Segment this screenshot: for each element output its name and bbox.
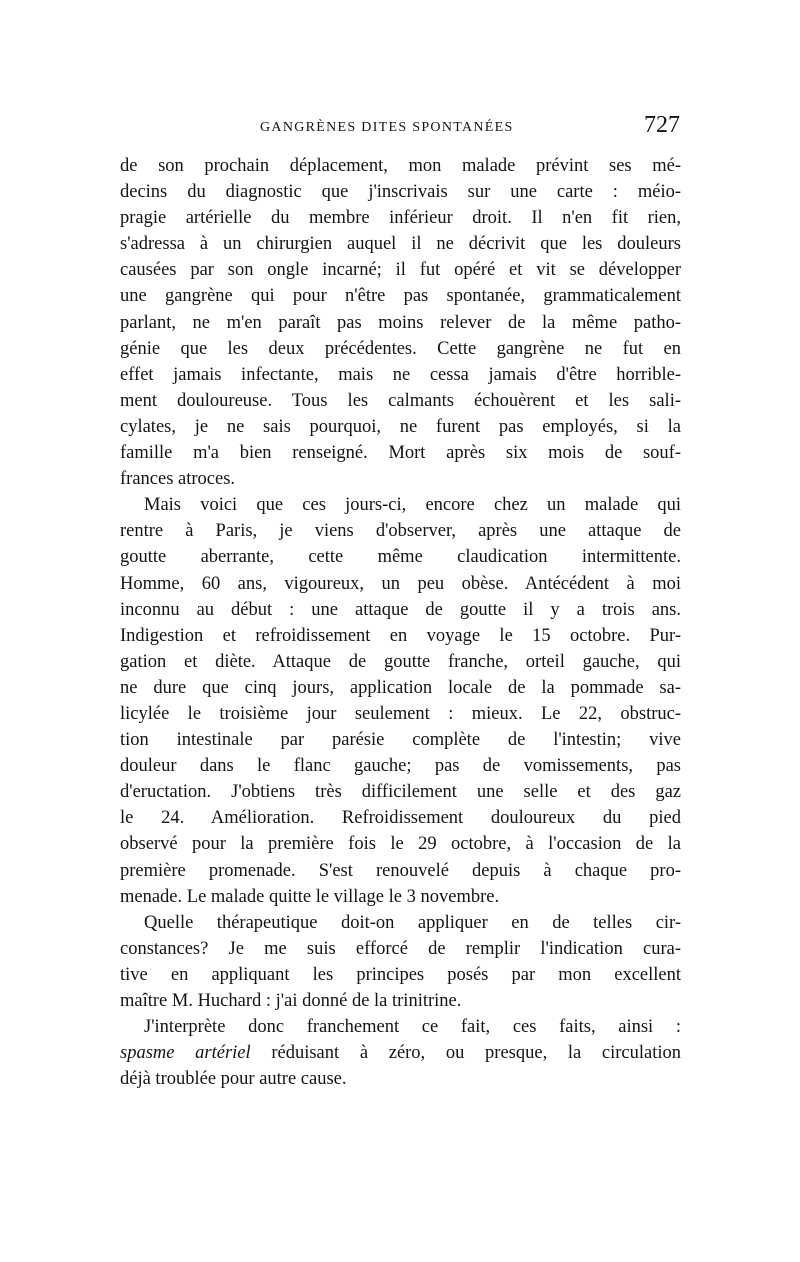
text-line: menade. Le malade quitte le village le 3 novembre. [120, 886, 500, 907]
text-line: maître M. Huchard : j'ai donné de la trinitrine. [120, 991, 462, 1011]
text-line: pragie artérielle du membre inférieur droit. Il n'en fit rien, [120, 208, 681, 229]
text-line: effet jamais infectante, mais ne cessa jamais d'être horrible- [120, 364, 681, 385]
text-line: tive en appliquant les principes posés par mon excellent [120, 964, 681, 985]
italic-term: spasme artériel [120, 1043, 251, 1064]
text-line: s'adressa à un chirurgien auquel il ne décrivit que les douleurs [120, 234, 681, 255]
text-line: ment douloureuse. Tous les calmants échouèrent et les sali- [120, 390, 681, 411]
text-line: le 24. Amélioration. Refroidissement douloureux du pied [120, 808, 681, 829]
text-line: cylates, je ne sais pourquoi, ne furent pas employés, si la [120, 416, 681, 437]
paragraph-4 [120, 1014, 681, 1092]
text-line: ne dure que cinq jours, application locale de la pommade sa- [120, 677, 681, 698]
running-title: GANGRÈNES DITES SPONTANÉES [260, 120, 514, 135]
text-span: réduisant à zéro, ou presque, la circulation [271, 1043, 682, 1064]
text-line: Mais voici que ces jours-ci, encore chez un malade qui [144, 495, 681, 516]
text-line [120, 1040, 681, 1066]
paragraph-1 [120, 153, 681, 492]
text-line: frances atroces. [120, 469, 236, 490]
text-line: gation et diète. Attaque de goutte franche, orteil gauche, qui [120, 651, 681, 672]
text-line: tion intestinale par parésie complète de l'intestin; vive [120, 730, 681, 751]
text-line: d'eructation. J'obtiens très difficilement une selle et des gaz [120, 782, 681, 803]
text-line: une gangrène qui pour n'être pas spontanée, grammaticalement [120, 286, 681, 307]
paragraph-2 [120, 492, 681, 910]
text-line: decins du diagnostic que j'inscrivais sur une carte : méio- [120, 182, 681, 203]
text-line: douleur dans le flanc gauche; pas de vomissements, pas [120, 756, 681, 777]
page-header [120, 112, 680, 146]
text-line: rentre à Paris, je viens d'observer, après une attaque de [120, 521, 681, 542]
text-line: Indigestion et refroidissement en voyage le 15 octobre. Pur- [120, 625, 681, 646]
body-text [120, 153, 681, 1092]
text-line: première promenade. S'est renouvelé depuis à chaque pro- [120, 860, 681, 881]
text-line: génie que les deux précédentes. Cette gangrène ne fut en [120, 338, 681, 359]
text-line: observé pour la première fois le 29 octobre, à l'occasion de la [120, 834, 681, 855]
text-line: déjà troublée pour autre cause. [120, 1069, 347, 1090]
text-line: causées par son ongle incarné; il fut opéré et vit se développer [120, 260, 681, 281]
paragraph-3 [120, 910, 681, 1014]
text-line: Homme, 60 ans, vigoureux, un peu obèse. Antécédent à moi [120, 573, 681, 594]
page-number: 727 [644, 112, 680, 138]
text-line: de son prochain déplacement, mon malade prévint ses mé- [120, 156, 681, 176]
text-line: parlant, ne m'en paraît pas moins relever de la même patho- [120, 312, 681, 333]
text-line: Quelle thérapeutique doit-on appliquer en de telles cir- [144, 912, 681, 933]
text-line: goutte aberrante, cette même claudication intermittente. [120, 547, 681, 568]
text-line: famille m'a bien renseigné. Mort après six mois de souf- [120, 443, 681, 464]
text-line: J'interprète donc franchement ce fait, ces faits, ainsi : [144, 1017, 681, 1038]
text-line: inconnu au début : une attaque de goutte il y a trois ans. [120, 599, 681, 620]
text-line: constances? Je me suis efforcé de remplir l'indication cura- [120, 938, 681, 959]
text-line: licylée le troisième jour seulement : mieux. Le 22, obstruc- [120, 703, 681, 724]
